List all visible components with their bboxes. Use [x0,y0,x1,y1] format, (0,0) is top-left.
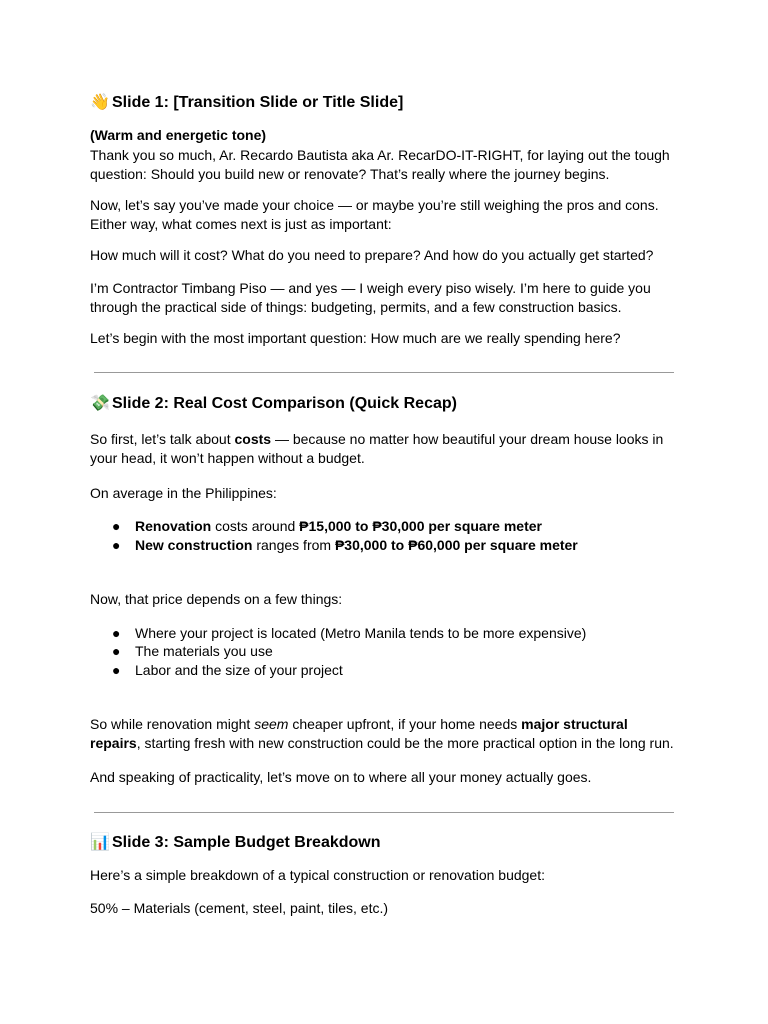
text-span-italic: seem [254,716,289,732]
slide2-paragraph-practicality: And speaking of practicality, let’s move on to where all your money actually goes. [90,769,592,785]
divider [94,812,674,813]
text-span: , starting fresh with new construction could be the more practical option in the long run. [136,734,674,751]
money-with-wings-icon: 💸 [90,395,110,412]
text-span-bold: major structural repairs [90,716,628,751]
list-item [112,661,343,680]
slide1-paragraph-choice: Now, let’s say you’ve made your choice — or maybe you’re still weighing the pros and cons. Either way, what comes next is just as important: [90,197,659,232]
bullet-icon: ● [112,643,121,659]
bullet-icon: ● [112,518,121,534]
slide1-paragraph-thanks: Thank you so much, Ar. Recardo Bautista aka Ar. RecarDO-IT-RIGHT, for laying out the tough question: Should you build new or renovate? That’s really where the journey begins. [90,147,670,182]
slide3-heading [90,833,690,853]
text-span-bold: ₱30,000 to ₱60,000 per square meter [334,537,578,553]
list-item [112,624,586,643]
slide1-heading [90,93,690,113]
bar-chart-icon: 📊 [90,834,110,851]
text-span-bold: ₱15,000 to ₱30,000 per square meter [299,518,542,534]
text-span: The materials you use [135,643,273,659]
slide2-heading-text: Slide 2: Real Cost Comparison (Quick Recap) [112,395,457,412]
divider [94,372,674,373]
slide2-paragraph-depends: Now, that price depends on a few things: [90,591,343,607]
slide2-paragraph-costs [90,430,670,467]
bullet-icon: ● [112,625,121,641]
text-span: So while renovation might [90,716,255,732]
text-span: Labor and the size of your project [135,662,343,678]
text-span: costs around [211,518,300,534]
slide3-heading-text: Slide 3: Sample Budget Breakdown [112,834,381,851]
slide1-heading-text: Slide 1: [Transition Slide or Title Slide] [112,94,404,111]
list-item [112,517,542,536]
text-span-bold: costs [234,431,272,447]
text-span: ranges from [252,537,335,553]
slide2-paragraph-average: On average in the Philippines: [90,485,277,501]
text-span: Where your project is located (Metro Manila tends to be more expensive) [135,625,587,641]
slide1-paragraph-questions: How much will it cost? What do you need to prepare? And how do you actually get started? [90,247,654,263]
text-span: cheaper upfront, if your home needs [288,716,522,732]
bullet-icon: ● [112,537,121,553]
slide1-tone-note: (Warm and energetic tone) [90,127,267,143]
list-item [112,536,578,555]
slide2-heading [90,394,690,414]
list-item [112,642,273,661]
slide1-paragraph-intro: I’m Contractor Timbang Piso — and yes — I weigh every piso wisely. I’m here to guide you through the practical side of things: budgeting, permits, and a few construction basics. [90,280,651,315]
text-span-bold: Renovation [135,518,212,534]
text-span-bold: New construction [135,537,253,553]
slide3-paragraph-materials: 50% – Materials (cement, steel, paint, tiles, etc.) [90,900,389,916]
slide1-paragraph-transition: Let’s begin with the most important question: How much are we really spending here? [90,330,621,346]
text-span: — because no matter how beautiful your dream house looks in your head, it won’t happen without a budget. [90,431,664,466]
text-span: So first, let’s talk about [90,431,235,447]
waving-hand-icon: 👋 [90,94,110,111]
bullet-icon: ● [112,662,121,678]
slide3-paragraph-breakdown: Here’s a simple breakdown of a typical construction or renovation budget: [90,867,545,883]
slide2-paragraph-renovation [90,715,678,752]
